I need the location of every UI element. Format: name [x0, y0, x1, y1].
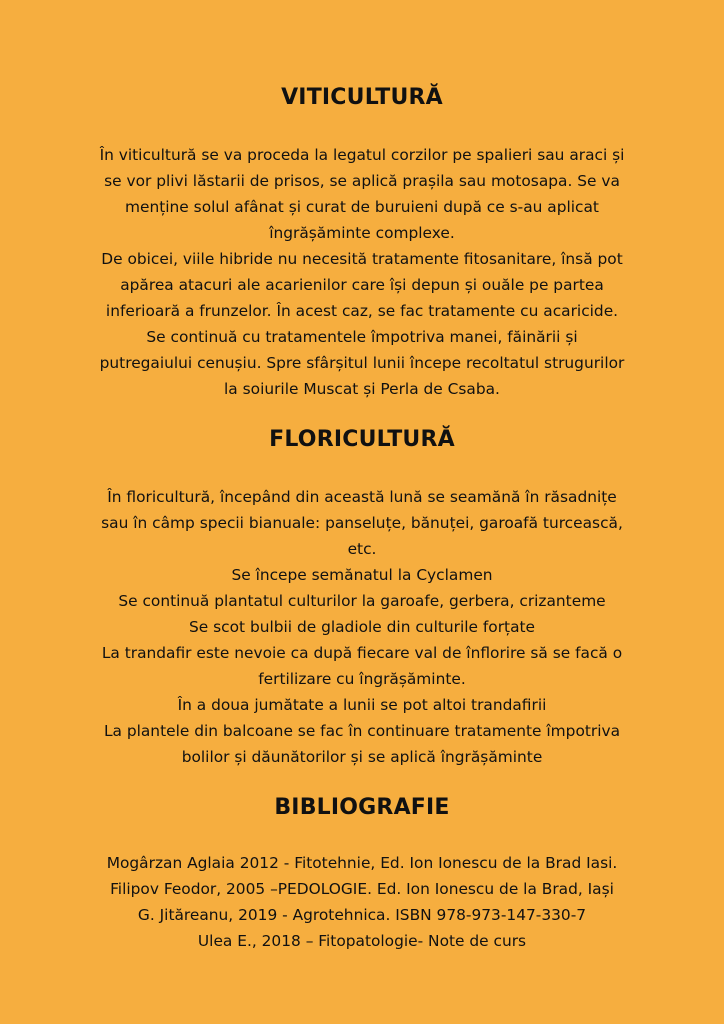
text-line: se vor plivi lăstarii de prisos, se aplică prașila sau motosapa. Se va: [104, 172, 620, 190]
text-line: sau în câmp specii bianuale: panseluțe, bănuței, garoafă turcească,: [101, 514, 623, 532]
floricultura-text: [0, 484, 724, 770]
text-line: La plantele din balcoane se fac în continuare tratamente împotriva: [103, 722, 621, 740]
text-line: apărea atacuri ale acarienilor care își depun și ouăle pe partea: [120, 276, 604, 294]
text-line: menține solul afânat și curat de buruieni după ce s-au aplicat: [125, 198, 599, 216]
text-line: etc.: [347, 540, 377, 558]
viticultura-text: [0, 142, 724, 402]
reference-line: Filipov Feodor, 2005 –PEDOLOGIE. Ed. Ion Ionescu de la Brad, Iași: [110, 880, 614, 898]
viticultura-heading: VITICULTURĂ: [281, 85, 443, 110]
text-line: În a doua jumătate a lunii se pot altoi trandafirii: [177, 696, 547, 714]
floricultura-heading: FLORICULTURĂ: [269, 427, 455, 452]
text-line: În floricultură, începând din această lună se seamănă în răsadnițe: [107, 488, 617, 506]
reference-line: Ulea E., 2018 – Fitopatologie- Note de curs: [197, 932, 527, 950]
text-line: bolilor și dăunătorilor și se aplică îngrășăminte: [181, 748, 543, 766]
bibliografie-list: [0, 850, 724, 954]
reference-line: Mogârzan Aglaia 2012 - Fitotehnie, Ed. Ion Ionescu de la Brad Iasi.: [106, 854, 618, 872]
text-line: fertilizare cu îngrășăminte.: [258, 670, 466, 688]
text-line: Se începe semănatul la Cyclamen: [231, 566, 493, 584]
bibliografie-heading: BIBLIOGRAFIE: [274, 795, 450, 820]
text-line: Se scot bulbii de gladiole din culturile forțate: [188, 618, 536, 636]
text-line: În viticultură se va proceda la legatul corzilor pe spalieri sau araci și: [99, 146, 625, 164]
text-line: îngrășăminte complexe.: [269, 224, 455, 242]
text-line: De obicei, viile hibride nu necesită tratamente fitosanitare, însă pot: [101, 250, 623, 268]
text-line: la soiurile Muscat și Perla de Csaba.: [224, 380, 500, 398]
text-line: putregaiului cenușiu. Spre sfârșitul lunii începe recoltatul strugurilor: [99, 354, 625, 372]
text-line: inferioară a frunzelor. În acest caz, se fac tratamente cu acaricide.: [105, 302, 619, 320]
text-line: Se continuă plantatul culturilor la garoafe, gerbera, crizanteme: [118, 592, 606, 610]
text-line: La trandafir este nevoie ca după fiecare val de înflorire să se facă o: [101, 644, 623, 662]
reference-line: G. Jităreanu, 2019 - Agrotehnica. ISBN 978-973-147-330-7: [137, 906, 587, 924]
text-line: Se continuă cu tratamentele împotriva manei, făinării și: [146, 328, 578, 346]
